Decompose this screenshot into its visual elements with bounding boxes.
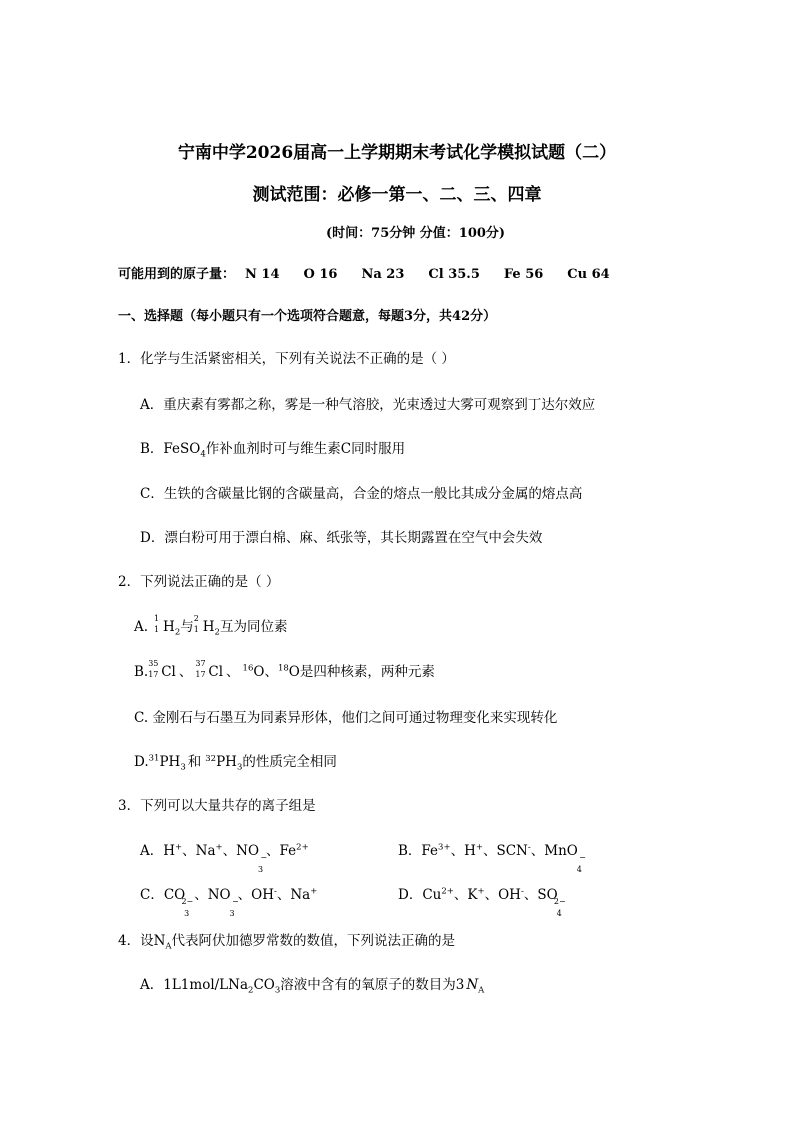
mass-number: 31 bbox=[148, 753, 160, 764]
time-score: (时间：75分钟 分值：100分) bbox=[326, 226, 506, 241]
q1-b-text: B．FeSO bbox=[140, 441, 201, 457]
q3-option-c: C．CO 3 2− 、NO 3 − 、OH-、Na+ bbox=[140, 886, 318, 918]
q2-option-b: B. 35 17 Cl 、 37 17 Cl 、 $^{16}$O、$^{18}$O是四种核素，两种元素 bbox=[134, 659, 435, 680]
isotope-notation: 35 17 bbox=[148, 659, 159, 679]
exam-scope: 测试范围：必修一第一、二、三、四章 bbox=[252, 185, 542, 205]
q2-option-c: C. 金刚石与石墨互为同素异形体，他们之间可通过物理变化来实现转化 bbox=[134, 710, 558, 726]
q2-option-a: A. 1 1 $H_2$与 2 1 $H_2$互为同位素 bbox=[134, 614, 288, 638]
atomic-mass-item: O 16 bbox=[303, 267, 338, 282]
q3-stem: 3．下列可以大量共存的离子组是 bbox=[118, 798, 316, 814]
mass-number: 32 bbox=[205, 753, 217, 764]
atomic-mass-item: Cl 35.5 bbox=[428, 267, 480, 282]
option-label: A. bbox=[134, 619, 149, 635]
atomic-mass-item: Fe 56 bbox=[503, 267, 544, 282]
q2-option-d: $D.^{31}PH_3$ 和 $^{32}PH_3$的性质完全相同 bbox=[134, 753, 337, 773]
q4-option-a: A．$1L1mol/LNa_2CO_3$溶液中含有的氧原子的数目为3 $N_A$ bbox=[140, 977, 485, 996]
q1-option-a: A．重庆素有雾都之称，雾是一种气溶胶，光束透过大雾可观察到丁达尔效应 bbox=[140, 397, 596, 413]
mass-number: 18 bbox=[277, 663, 289, 674]
mass-number: 16 bbox=[242, 663, 254, 674]
atomic-label: 可能用到的原子量： bbox=[118, 267, 236, 282]
q1-option-c: C．生铁的含碳量比钢的含碳量高，合金的熔点一般比其成分金属的熔点高 bbox=[140, 486, 583, 502]
atomic-masses bbox=[118, 266, 634, 284]
atomic-mass-item: Na 23 bbox=[361, 267, 405, 282]
isotope-notation: 1 1 bbox=[154, 614, 160, 634]
q1-option-b bbox=[140, 440, 405, 458]
exam-title: 宁南中学2026届高一上学期期末考试化学模拟试题（二） bbox=[177, 143, 617, 163]
atomic-mass-item: Cu 64 bbox=[567, 267, 610, 282]
subscript: 4 bbox=[200, 449, 206, 460]
isotope-notation: 2 1 bbox=[193, 614, 199, 634]
q3-option-d: D．$Cu^{2+}$、K+、OH-、SO 4 2− bbox=[398, 886, 566, 918]
section-heading: 一、选择题（每小题只有一个选项符合题意，每题3分，共42分） bbox=[118, 309, 497, 324]
q3-option-b: B．$Fe^{3+}$、H+、SCN-、MnO 4 − bbox=[398, 842, 586, 874]
q1-option-d: D．漂白粉可用于漂白棉、麻、纸张等，其长期露置在空气中会失效 bbox=[140, 530, 543, 546]
q3-option-a: A．H+、Na+、NO 3 − 、$Fe^{2+}$ bbox=[140, 842, 309, 874]
atomic-mass-item: N 14 bbox=[245, 267, 280, 282]
q1-b-text: 作补血剂时可与维生素C同时服用 bbox=[205, 441, 406, 457]
q1-stem: 1．化学与生活紧密相关，下列有关说法不正确的是（ ） bbox=[118, 351, 455, 367]
q2-stem: 2．下列说法正确的是（ ） bbox=[118, 574, 280, 590]
option-label: B. bbox=[134, 664, 149, 680]
isotope-notation: 37 17 bbox=[195, 659, 206, 679]
q4-stem: 4．设$N_A$代表阿伏加德罗常数的数值，下列说法正确的是 bbox=[118, 933, 456, 952]
